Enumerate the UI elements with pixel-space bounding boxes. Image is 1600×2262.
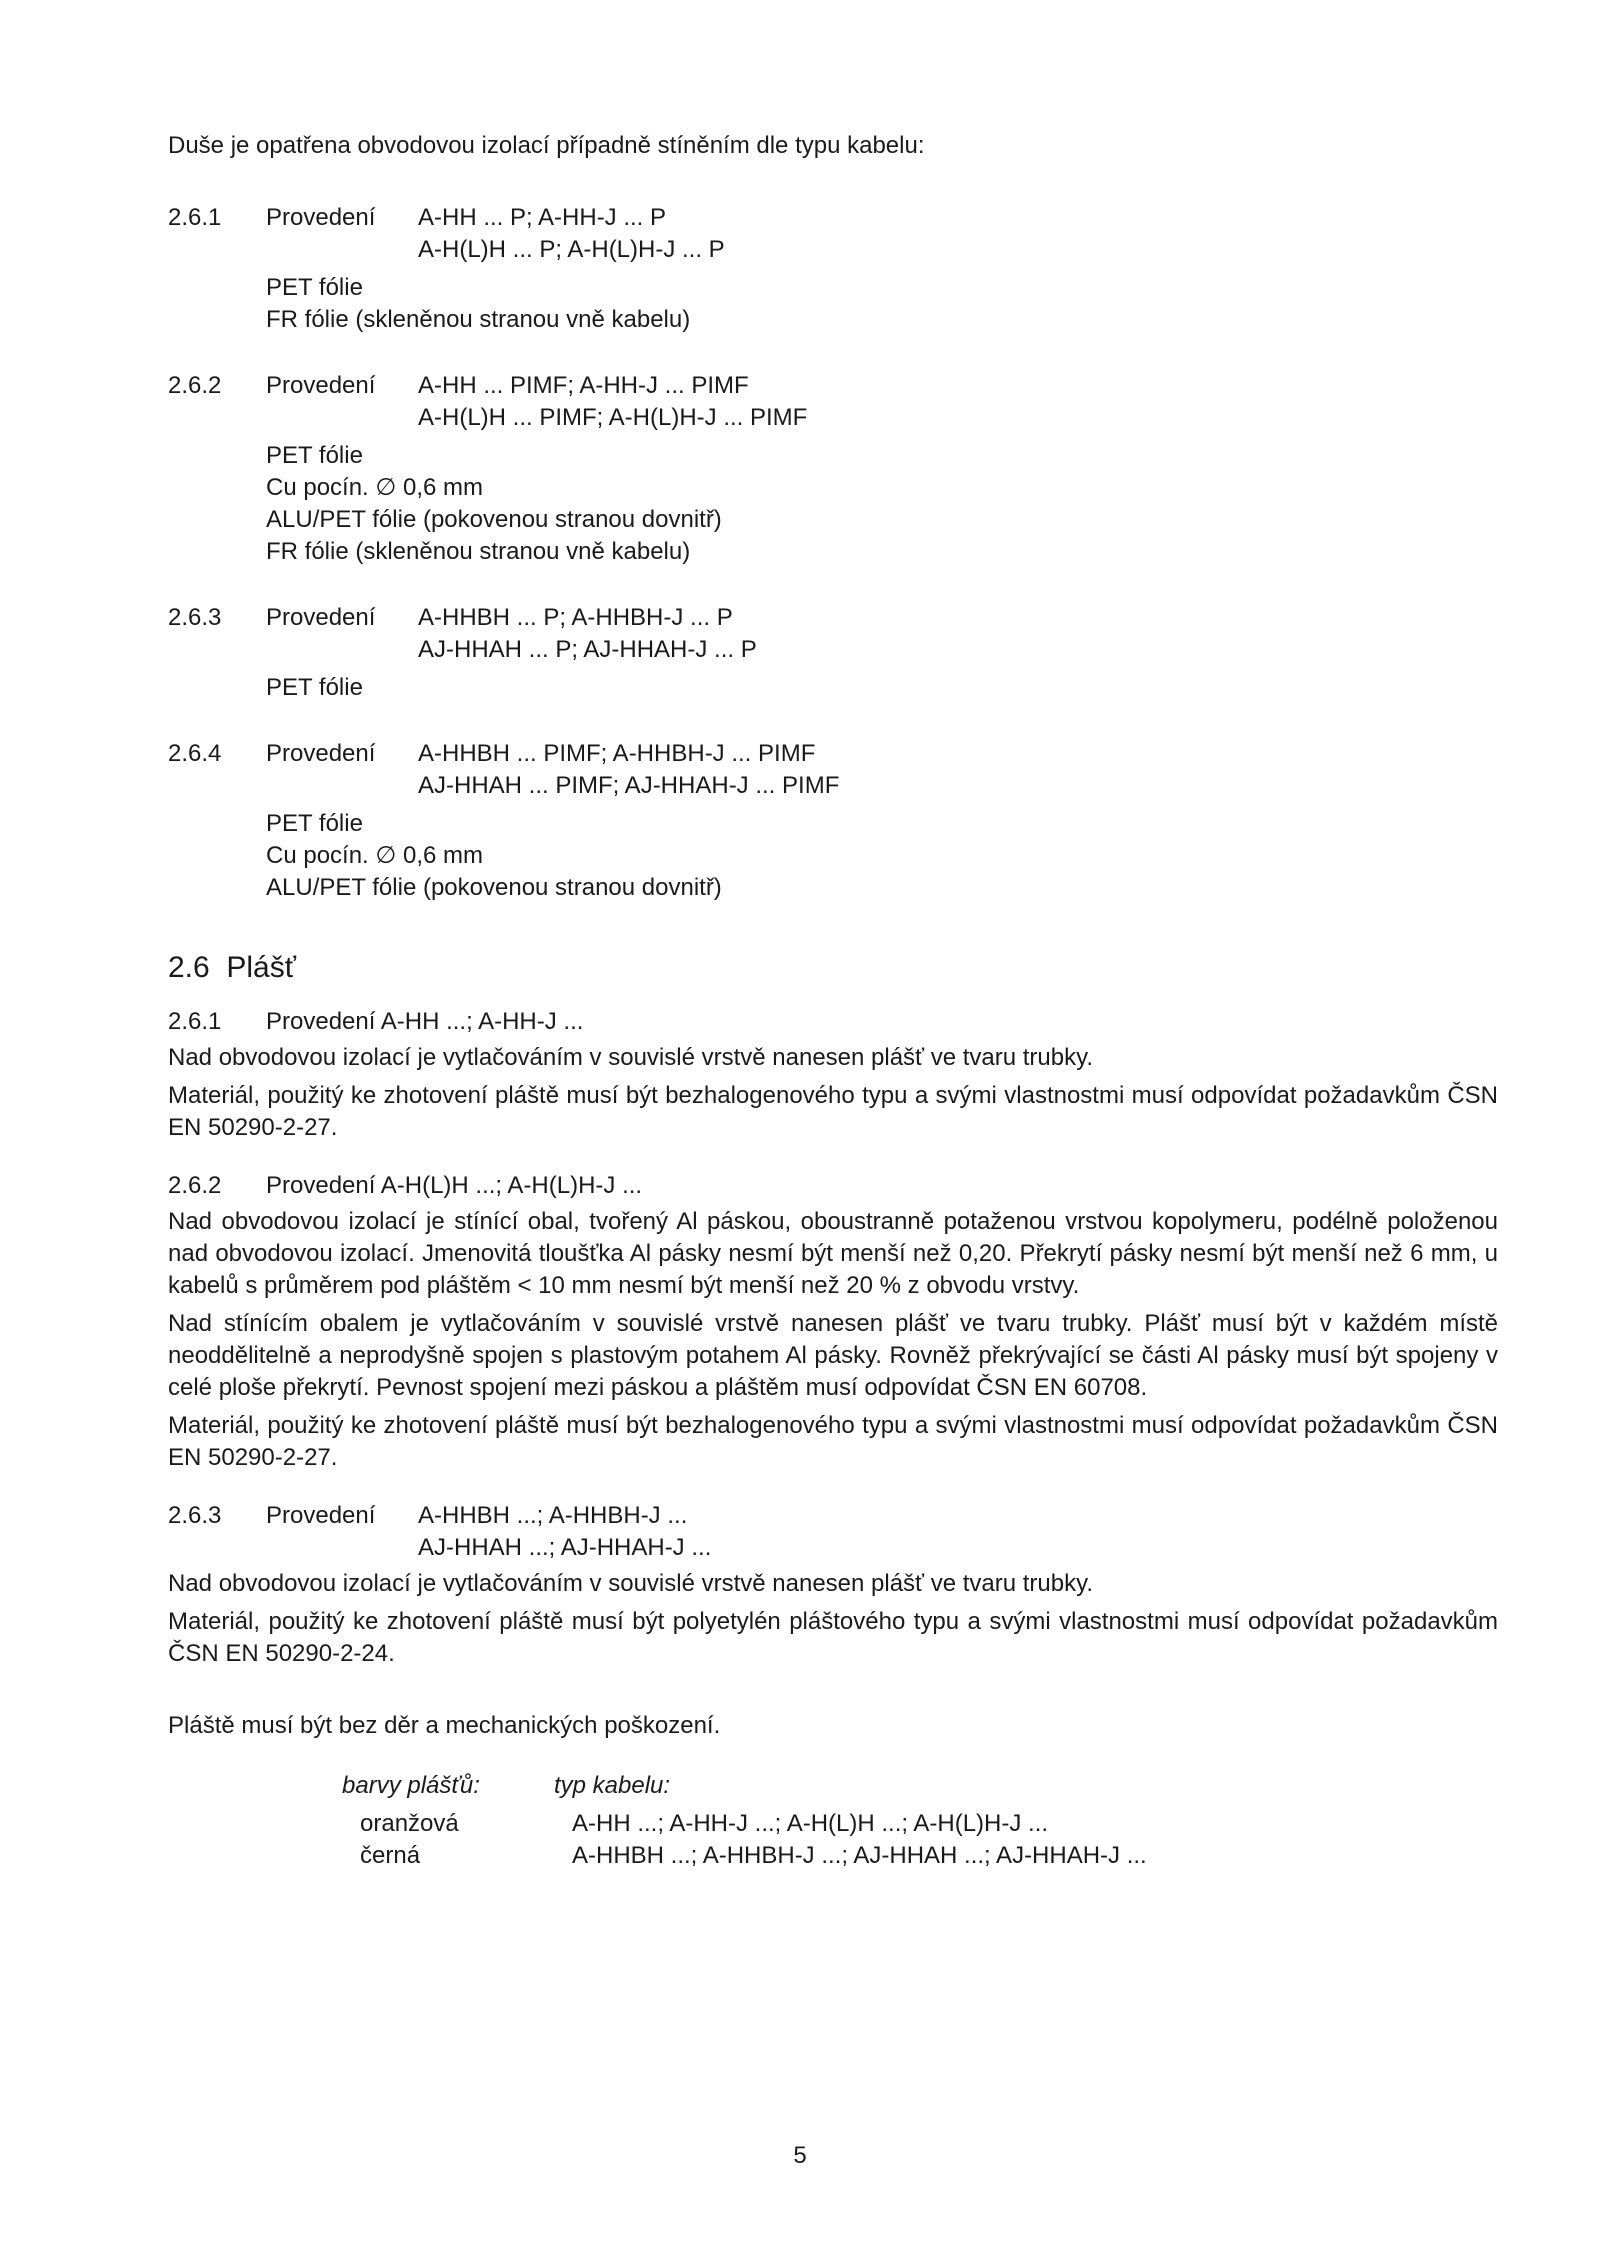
intro-text: Duše je opatřena obvodovou izolací případně stíněním dle typu kabelu:	[168, 132, 925, 159]
section-number: 2.6.2	[168, 1172, 222, 1199]
layer-item: ALU/PET fólie (pokovenou stranou dovnitř)	[266, 506, 722, 533]
model-line: A-HH ... PIMF; A-HH-J ... PIMF	[418, 372, 749, 399]
section-title: Provedení A-HH ...; A-HH-J ...	[266, 1008, 584, 1035]
layer-item: FR fólie (skleněnou stranou vně kabelu)	[266, 538, 691, 565]
section-number: 2.6.4	[168, 740, 222, 767]
model-line: A-HHBH ... P; A-HHBH-J ... P	[418, 604, 733, 631]
section-number: 2.6.3	[168, 1502, 222, 1529]
document-page	[168, 130, 1498, 1872]
section-label: Provedení	[266, 740, 376, 767]
note-text: Pláště musí být bez děr a mechanických poškození.	[168, 1712, 721, 1739]
insulation-section-2-6-1	[168, 202, 1498, 336]
paragraph: Materiál, použitý ke zhotovení pláště musí být polyetylén pláštového typu a svými vlastnostmi musí odpovídat požadavkům ČSN EN 50290-2-24.	[168, 1608, 1498, 1667]
paragraph: Nad obvodovou izolací je vytlačováním v souvislé vrstvě nanesen plášť ve tvaru trubky.	[168, 1044, 1094, 1071]
insulation-section-2-6-3	[168, 602, 1498, 704]
layer-item: ALU/PET fólie (pokovenou stranou dovnitř)	[266, 874, 722, 901]
layer-item: FR fólie (skleněnou stranou vně kabelu)	[266, 306, 691, 333]
layer-item: PET fólie	[266, 674, 363, 701]
color-cell: černá	[360, 1842, 421, 1869]
model-line: A-H(L)H ... P; A-H(L)H-J ... P	[418, 236, 725, 263]
sheath-section-2-6-1	[168, 1006, 1498, 1144]
sheath-section-2-6-2	[168, 1170, 1498, 1474]
section-label: Provedení	[266, 604, 376, 631]
section-number: 2.6.2	[168, 372, 222, 399]
section-label: Provedení	[266, 204, 376, 231]
section-label: Provedení	[266, 1502, 376, 1529]
paragraph: Nad obvodovou izolací je stínící obal, tvořený Al páskou, oboustranně potaženou vrstvou kopolymeru, podélně položenou nad obvodovou izolací. Jmenovitá tloušťka Al pásky nesmí být menší než 0,20. Překrytí pásky nesmí být menší než 6 mm, u kabelů s průměrem pod pláštěm < 10 mm nesmí být menší než 20 % z obvodu vrstvy.	[168, 1208, 1498, 1299]
page-number: 5	[793, 2142, 807, 2169]
type-cell: A-HHBH ...; A-HHBH-J ...; AJ-HHAH ...; AJ-HHAH-J ...	[572, 1842, 1147, 1869]
color-table	[342, 1770, 1498, 1872]
layer-item: PET fólie	[266, 810, 363, 837]
section-heading: 2.6 Plášť	[168, 951, 296, 984]
insulation-section-2-6-4	[168, 738, 1498, 904]
paragraph: Materiál, použitý ke zhotovení pláště musí být bezhalogenového typu a svými vlastnostmi musí odpovídat požadavkům ČSN EN 50290-2-27.	[168, 1082, 1498, 1141]
section-number: 2.6.3	[168, 604, 222, 631]
section-label: Provedení	[266, 372, 376, 399]
insulation-section-2-6-2	[168, 370, 1498, 568]
color-cell: oranžová	[360, 1810, 459, 1837]
section-title: Provedení A-H(L)H ...; A-H(L)H-J ...	[266, 1172, 643, 1199]
model-line: AJ-HHAH ... PIMF; AJ-HHAH-J ... PIMF	[418, 772, 840, 799]
paragraph: Nad obvodovou izolací je vytlačováním v souvislé vrstvě nanesen plášť ve tvaru trubky.	[168, 1570, 1094, 1597]
model-line: AJ-HHAH ... P; AJ-HHAH-J ... P	[418, 636, 757, 663]
model-line: A-HHBH ... PIMF; A-HHBH-J ... PIMF	[418, 740, 816, 767]
layer-item: PET fólie	[266, 442, 363, 469]
layer-item: Cu pocín. ∅ 0,6 mm	[266, 842, 483, 869]
type-cell: A-HH ...; A-HH-J ...; A-H(L)H ...; A-H(L)H-J ...	[572, 1810, 1049, 1837]
sheath-section-2-6-3	[168, 1500, 1498, 1670]
section-number: 2.6.1	[168, 1008, 222, 1035]
color-table-header-color: barvy plášťů:	[342, 1772, 480, 1799]
paragraph: Nad stínícím obalem je vytlačováním v souvislé vrstvě nanesen plášť ve tvaru trubky. Plášť musí být v každém místě neoddělitelně a neprodyšně spojen s plastovým potahem Al pásky. Rovněž překrývající se části Al pásky musí být spojeny v celé ploše překrytí. Pevnost spojení mezi páskou a pláštěm musí odpovídat ČSN EN 60708.	[168, 1310, 1498, 1401]
paragraph: Materiál, použitý ke zhotovení pláště musí být bezhalogenového typu a svými vlastnostmi musí odpovídat požadavkům ČSN EN 50290-2-27.	[168, 1412, 1498, 1471]
layer-item: PET fólie	[266, 274, 363, 301]
layer-item: Cu pocín. ∅ 0,6 mm	[266, 474, 483, 501]
model-line: A-HH ... P; A-HH-J ... P	[418, 204, 667, 231]
model-line: AJ-HHAH ...; AJ-HHAH-J ...	[418, 1534, 712, 1561]
color-table-header-type: typ kabelu:	[554, 1772, 671, 1799]
model-line: A-HHBH ...; A-HHBH-J ...	[418, 1502, 688, 1529]
section-number: 2.6.1	[168, 204, 222, 231]
model-line: A-H(L)H ... PIMF; A-H(L)H-J ... PIMF	[418, 404, 808, 431]
